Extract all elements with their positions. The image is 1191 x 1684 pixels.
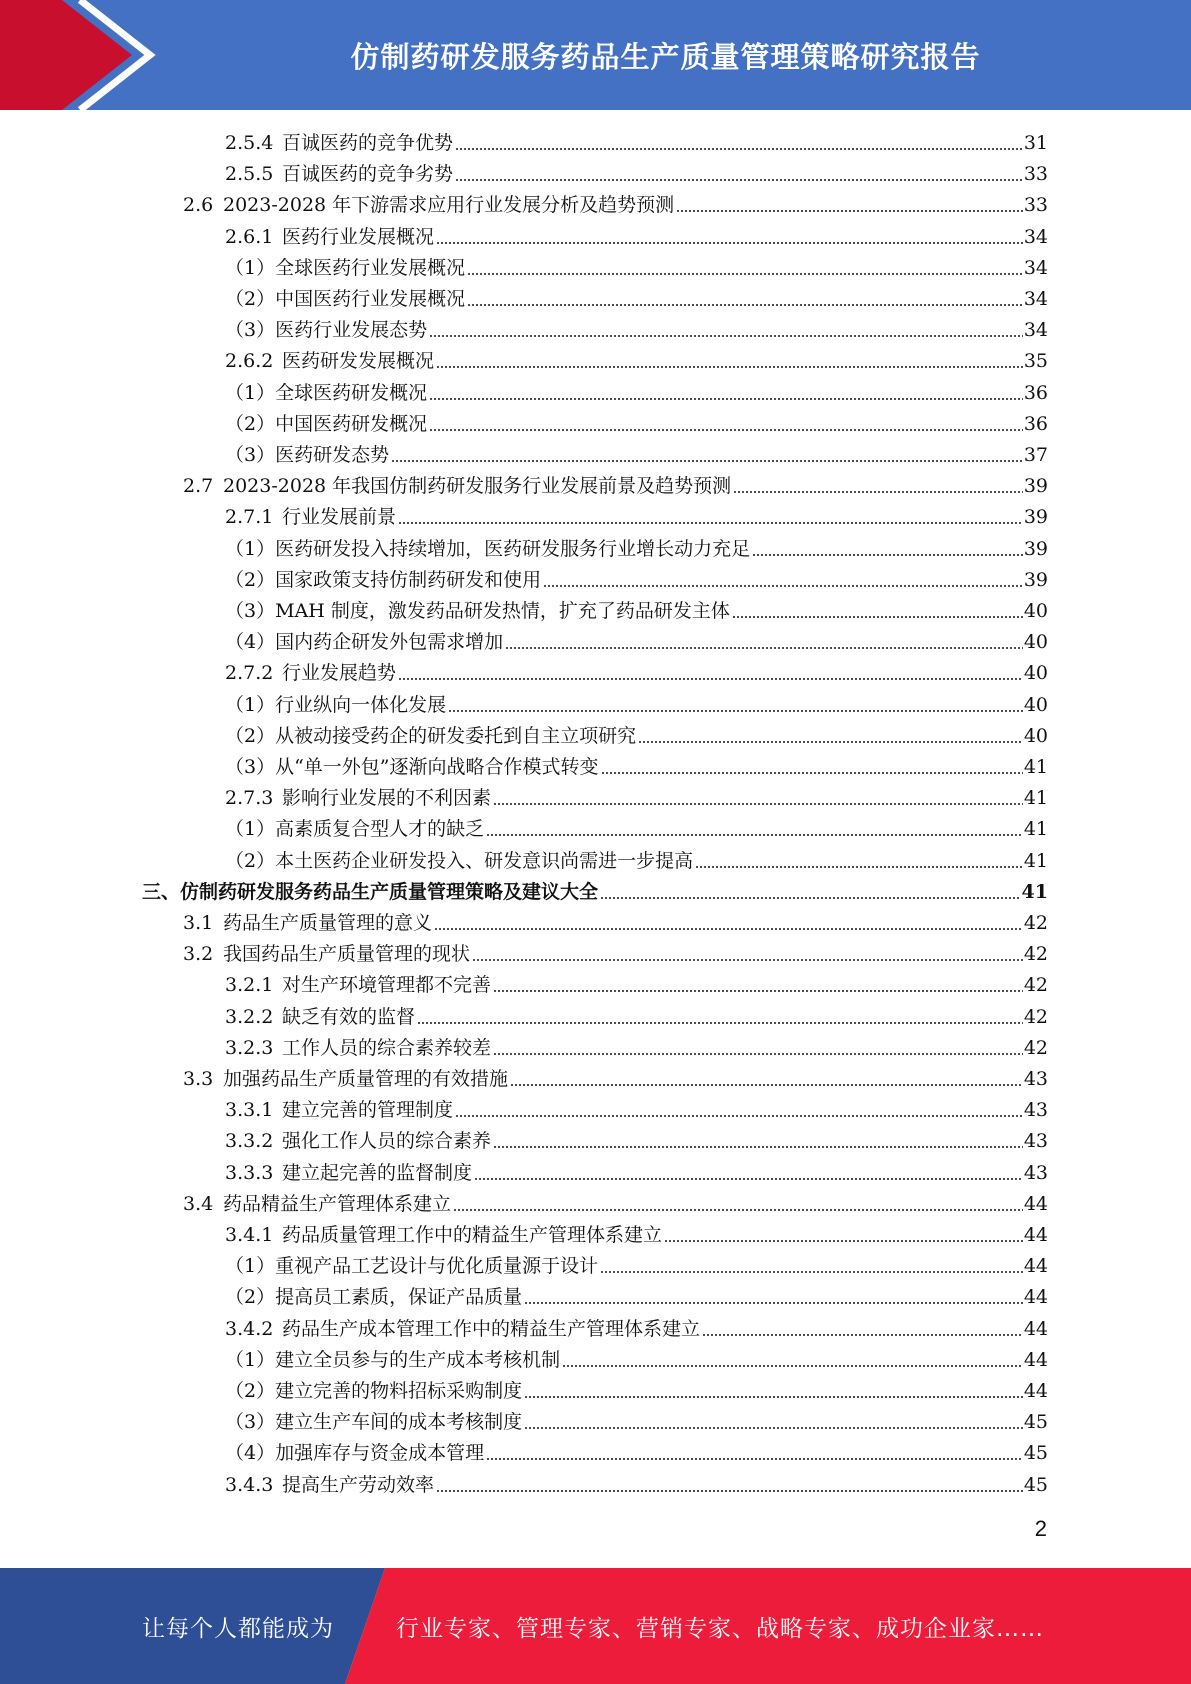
toc-entry[interactable]: [225, 534, 1048, 565]
toc-entry-title: 2023-2028 年下游需求应用行业发展分析及趋势预测: [223, 194, 675, 217]
toc-dot-leader: [601, 770, 1023, 776]
toc-entry[interactable]: [225, 159, 1048, 190]
toc-dot-leader: [733, 489, 1023, 495]
toc-entry-page: 39: [1023, 537, 1048, 560]
toc-dot-leader: [524, 1425, 1023, 1431]
toc-entry[interactable]: [225, 315, 1048, 346]
header-banner: [0, 0, 1191, 110]
toc-entry-number: 3.4.3: [225, 1473, 274, 1496]
toc-entry-title: 高素质复合型人才的缺乏: [275, 818, 485, 841]
toc-entry[interactable]: [225, 1033, 1048, 1064]
toc-entry-number: 3.2.3: [225, 1036, 274, 1059]
toc-entry[interactable]: [225, 721, 1048, 752]
toc-dot-leader: [600, 895, 1021, 901]
toc-entry-page: 34: [1023, 225, 1048, 248]
toc-entry-number: （1）: [225, 381, 276, 404]
toc-entry[interactable]: [225, 970, 1048, 1001]
toc-dot-leader: [562, 1363, 1023, 1369]
toc-dot-leader: [676, 208, 1023, 214]
toc-dot-leader: [455, 1113, 1023, 1119]
toc-entry-page: 41: [1023, 787, 1048, 810]
toc-entry-number: 3.3: [183, 1068, 214, 1090]
toc-dot-leader: [417, 1020, 1023, 1026]
toc-entry-number: 2.6: [183, 194, 214, 217]
toc-entry[interactable]: [225, 1158, 1048, 1189]
toc-entry-page: 44: [1023, 1317, 1048, 1340]
toc-entry-title: 提高员工素质，保证产品质量: [275, 1286, 523, 1309]
toc-dot-leader: [436, 364, 1023, 370]
toc-entry-number: （2）: [225, 412, 276, 435]
toc-entry-title: 重视产品工艺设计与优化质量源于设计: [275, 1255, 599, 1278]
toc-entry-number: （3）: [225, 319, 276, 342]
toc-entry-title: 医药行业发展态势: [275, 319, 428, 342]
toc-entry-title: 医药研发发展概况: [282, 350, 435, 373]
toc-entry-title: 影响行业发展的不利因素: [282, 787, 492, 810]
toc-entry-title: 药品生产成本管理工作中的精益生产管理体系建立: [282, 1317, 701, 1340]
toc-entry-title: 药品生产质量管理的意义: [223, 912, 433, 934]
toc-dot-leader: [429, 427, 1023, 433]
toc-dot-leader: [493, 1144, 1023, 1150]
toc-entry[interactable]: [225, 1345, 1048, 1376]
toc-entry[interactable]: [225, 565, 1048, 596]
toc-entry-page: 33: [1023, 194, 1048, 217]
toc-entry-title: 从“单一外包”逐渐向战略合作模式转变: [275, 756, 599, 778]
toc-entry-page: 42: [1023, 974, 1048, 997]
toc-entry-title: 百诚医药的竞争优势: [282, 132, 454, 154]
toc-entry-number: 3.3.2: [225, 1130, 274, 1153]
toc-entry-page: 41: [1023, 756, 1048, 778]
toc-dot-leader: [467, 302, 1023, 308]
toc-entry-title: 仿制药研发服务药品生产质量管理策略及建议大全: [180, 880, 599, 903]
toc-entry-number: （1）: [225, 693, 276, 716]
toc-dot-leader: [493, 1051, 1023, 1057]
toc-dot-leader: [664, 1238, 1023, 1244]
toc-dot-leader: [455, 177, 1023, 183]
toc-entry-title: 行业发展前景: [282, 506, 397, 529]
toc-entry[interactable]: [225, 783, 1048, 814]
toc-entry[interactable]: [225, 1376, 1048, 1407]
toc-dot-leader: [434, 926, 1023, 932]
toc-entry[interactable]: [225, 1438, 1048, 1469]
toc-entry[interactable]: [225, 1220, 1048, 1251]
toc-entry[interactable]: [225, 846, 1048, 877]
toc-entry-title: 缺乏有效的监督: [282, 1005, 416, 1028]
toc-entry-page: 37: [1023, 444, 1048, 466]
toc-entry-page: 34: [1023, 288, 1048, 310]
toc-entry-number: （2）: [225, 849, 276, 872]
toc-entry[interactable]: [225, 346, 1048, 377]
toc-entry-number: 2.5.4: [225, 132, 274, 154]
toc-entry-number: 2.7: [183, 475, 214, 498]
toc-entry[interactable]: [225, 1407, 1048, 1438]
toc-dot-leader: [493, 988, 1023, 994]
toc-entry-page: 42: [1023, 943, 1048, 966]
toc-entry-title: 中国医药研发概况: [275, 412, 428, 435]
toc-entry-number: 3.4: [183, 1192, 214, 1215]
toc-entry-page: 36: [1023, 381, 1048, 404]
toc-entry-number: （1）: [225, 537, 276, 560]
toc-entry-number: （4）: [225, 631, 276, 654]
toc-dot-leader: [543, 583, 1023, 589]
toc-entry-title: 国家政策支持仿制药研发和使用: [275, 568, 542, 591]
toc-entry-page: 43: [1023, 1130, 1048, 1153]
toc-dot-leader: [486, 832, 1023, 838]
toc-entry-number: （4）: [225, 1442, 276, 1465]
toc-entry-number: 2.7.2: [225, 662, 274, 685]
toc-dot-leader: [391, 458, 1023, 464]
toc-dot-leader: [702, 1332, 1023, 1338]
toc-entry[interactable]: [225, 627, 1048, 658]
toc-entry[interactable]: [225, 222, 1048, 253]
toc-entry-page: 42: [1023, 1005, 1048, 1028]
toc-entry-number: （3）: [225, 756, 276, 778]
toc-entry-page: 40: [1023, 631, 1048, 654]
toc-dot-leader: [524, 1300, 1023, 1306]
toc-entry-title: 医药研发投入持续增加，医药研发服务行业增长动力充足: [275, 537, 751, 560]
toc-dot-leader: [429, 333, 1023, 339]
toc-entry-page: 34: [1023, 319, 1048, 342]
toc-entry-title: 医药研发态势: [275, 444, 390, 466]
toc-entry-number: （3）: [225, 444, 276, 466]
toc-entry-title: 2023-2028 年我国仿制药研发服务行业发展前景及趋势预测: [223, 475, 732, 498]
toc-entry-page: 33: [1023, 163, 1048, 186]
toc-dot-leader: [453, 1207, 1023, 1213]
toc-entry-page: 43: [1023, 1068, 1048, 1090]
toc-dot-leader: [505, 645, 1023, 651]
toc-dot-leader: [467, 271, 1023, 277]
toc-entry-title: 药品精益生产管理体系建立: [223, 1192, 452, 1215]
toc-dot-leader: [638, 739, 1023, 745]
toc-entry[interactable]: [225, 1002, 1048, 1033]
toc-entry-number: （1）: [225, 1348, 276, 1371]
toc-entry-title: 我国药品生产质量管理的现状: [223, 943, 471, 966]
page-number: 2: [1034, 1516, 1047, 1541]
toc-entry-title: 百诚医药的竞争劣势: [282, 163, 454, 186]
toc-entry-title: 医药行业发展概况: [282, 225, 435, 248]
toc-entry-page: 40: [1023, 693, 1048, 716]
toc-entry-page: 44: [1023, 1192, 1048, 1215]
toc-entry[interactable]: [225, 284, 1048, 315]
toc-entry-number: 三、: [142, 880, 181, 903]
toc-entry-number: （2）: [225, 568, 276, 591]
toc-entry-title: 行业纵向一体化发展: [275, 693, 447, 716]
toc-entry-title: MAH 制度，激发药品研发热情，扩充了药品研发主体: [275, 600, 730, 622]
toc-entry[interactable]: [225, 1314, 1048, 1345]
toc-entry-number: 2.6.1: [225, 225, 274, 248]
toc-entry-number: 2.7.3: [225, 787, 274, 810]
toc-dot-leader: [695, 864, 1023, 870]
report-title: 仿制药研发服务药品生产质量管理策略研究报告: [350, 39, 981, 74]
toc-entry-number: 3.3.1: [225, 1099, 274, 1122]
toc-entry-number: 2.6.2: [225, 350, 274, 373]
toc-entry-title: 从被动接受药企的研发委托到自主立项研究: [275, 724, 637, 747]
toc-entry-page: 41: [1023, 818, 1048, 841]
toc-entry-number: 3.1: [183, 912, 214, 934]
toc-entry[interactable]: [225, 378, 1048, 409]
toc-dot-leader: [752, 552, 1023, 558]
toc-entry-title: 加强药品生产质量管理的有效措施: [223, 1068, 509, 1090]
toc-dot-leader: [429, 396, 1023, 402]
toc-entry-page: 39: [1023, 506, 1048, 529]
toc-entry-number: （2）: [225, 288, 276, 310]
toc-entry-title: 建立生产车间的成本考核制度: [275, 1411, 523, 1434]
toc-entry-number: 3.4.2: [225, 1317, 274, 1340]
toc-entry-title: 全球医药研发概况: [275, 381, 428, 404]
toc-entry-page: 45: [1023, 1411, 1048, 1434]
toc-entry[interactable]: [183, 908, 1048, 939]
toc-entry-number: （2）: [225, 724, 276, 747]
toc-entry-number: （2）: [225, 1380, 276, 1402]
toc-entry-number: 3.4.1: [225, 1224, 274, 1246]
toc-dot-leader: [600, 1269, 1023, 1275]
toc-entry-title: 国内药企研发外包需求增加: [275, 631, 504, 654]
toc-entry[interactable]: [225, 502, 1048, 533]
toc-entry-page: 34: [1023, 256, 1048, 279]
toc-entry-number: 2.5.5: [225, 163, 274, 186]
toc-dot-leader: [436, 240, 1023, 246]
toc-entry[interactable]: [225, 658, 1048, 689]
toc-entry-page: 40: [1023, 600, 1048, 622]
toc-dot-leader: [398, 520, 1023, 526]
toc-entry[interactable]: [183, 190, 1048, 221]
toc-entry-page: 44: [1023, 1380, 1048, 1402]
toc-entry-page: 44: [1023, 1348, 1048, 1371]
toc-dot-leader: [398, 676, 1023, 682]
toc-entry-title: 强化工作人员的综合素养: [282, 1130, 492, 1153]
toc-entry-page: 44: [1023, 1255, 1048, 1278]
footer-roles: 行业专家、管理专家、营销专家、战略专家、成功企业家……: [396, 1615, 1044, 1642]
toc-entry-number: （1）: [225, 818, 276, 841]
toc-entry[interactable]: [225, 1126, 1048, 1157]
toc-entry-page: 40: [1023, 724, 1048, 747]
toc-entry-number: （1）: [225, 256, 276, 279]
toc-entry[interactable]: [225, 409, 1048, 440]
toc-entry-title: 加强库存与资金成本管理: [275, 1442, 485, 1465]
toc-entry-title: 中国医药行业发展概况: [275, 288, 466, 310]
toc-entry-page: 44: [1023, 1286, 1048, 1309]
toc-entry[interactable]: [225, 253, 1048, 284]
toc-entry-title: 药品质量管理工作中的精益生产管理体系建立: [282, 1224, 663, 1246]
toc-dot-leader: [448, 708, 1023, 714]
toc-dot-leader: [493, 801, 1023, 807]
toc-entry[interactable]: [183, 939, 1048, 970]
toc-entry-number: 3.2.2: [225, 1005, 274, 1028]
toc-entry-title: 全球医药行业发展概况: [275, 256, 466, 279]
toc-entry[interactable]: [225, 814, 1048, 845]
toc-dot-leader: [455, 146, 1023, 152]
toc-entry-page: 36: [1023, 412, 1048, 435]
toc-entry-page: 45: [1023, 1473, 1048, 1496]
footer-slogan: 让每个人都能成为: [142, 1615, 334, 1642]
toc-entry-page: 43: [1023, 1099, 1048, 1122]
toc-entry[interactable]: [142, 877, 1048, 908]
toc-entry[interactable]: [225, 596, 1048, 627]
toc-entry-page: 43: [1023, 1161, 1048, 1184]
toc-entry-title: 本土医药企业研发投入、研发意识尚需进一步提高: [275, 849, 694, 872]
toc-entry[interactable]: [225, 1251, 1048, 1282]
toc-entry[interactable]: [183, 1064, 1048, 1095]
toc-entry[interactable]: [225, 1470, 1048, 1501]
toc-entry-title: 行业发展趋势: [282, 662, 397, 685]
toc-entry-number: 2.7.1: [225, 506, 274, 529]
toc-entry-number: （3）: [225, 600, 276, 622]
toc-entry-page: 45: [1023, 1442, 1048, 1465]
toc-entry[interactable]: [183, 1189, 1048, 1220]
toc-dot-leader: [474, 1176, 1023, 1182]
toc-entry-title: 建立全员参与的生产成本考核机制: [275, 1348, 561, 1371]
toc-dot-leader: [524, 1394, 1023, 1400]
toc-entry-number: （1）: [225, 1255, 276, 1278]
toc-entry-title: 建立完善的管理制度: [282, 1099, 454, 1122]
toc-entry-title: 建立起完善的监督制度: [282, 1161, 473, 1184]
toc-entry-page: 41: [1021, 880, 1048, 903]
toc-dot-leader: [472, 957, 1023, 963]
toc-entry-title: 对生产环境管理都不完善: [282, 974, 492, 997]
footer-banner: [0, 1568, 1191, 1684]
toc-dot-leader: [436, 1488, 1023, 1494]
toc-entry[interactable]: [183, 471, 1048, 502]
toc-entry[interactable]: [225, 440, 1048, 471]
toc-entry-page: 41: [1023, 849, 1048, 872]
toc-entry-number: （2）: [225, 1286, 276, 1309]
toc-entry-number: 3.2: [183, 943, 214, 966]
toc-entry[interactable]: [225, 1095, 1048, 1126]
toc-entry-title: 提高生产劳动效率: [282, 1473, 435, 1496]
toc-dot-leader: [510, 1082, 1023, 1088]
toc-entry-page: 42: [1023, 912, 1048, 934]
toc-entry-title: 工作人员的综合素养较差: [282, 1036, 492, 1059]
toc-dot-leader: [486, 1456, 1023, 1462]
toc-dot-leader: [732, 614, 1023, 620]
toc-entry-page: 44: [1023, 1224, 1048, 1246]
toc-entry[interactable]: [225, 752, 1048, 783]
toc-entry-page: 42: [1023, 1036, 1048, 1059]
toc-entry-page: 31: [1023, 132, 1048, 154]
toc-entry[interactable]: [225, 128, 1048, 159]
toc-entry-page: 39: [1023, 568, 1048, 591]
toc-entry-page: 35: [1023, 350, 1048, 373]
toc-entry-title: 建立完善的物料招标采购制度: [275, 1380, 523, 1402]
toc-entry-number: 3.2.1: [225, 974, 274, 997]
toc-entry-number: （3）: [225, 1411, 276, 1434]
toc-entry[interactable]: [225, 690, 1048, 721]
toc-entry-number: 3.3.3: [225, 1161, 274, 1184]
toc-entry-page: 40: [1023, 662, 1048, 685]
toc-entry[interactable]: [225, 1282, 1048, 1313]
toc-entry-page: 39: [1023, 475, 1048, 498]
